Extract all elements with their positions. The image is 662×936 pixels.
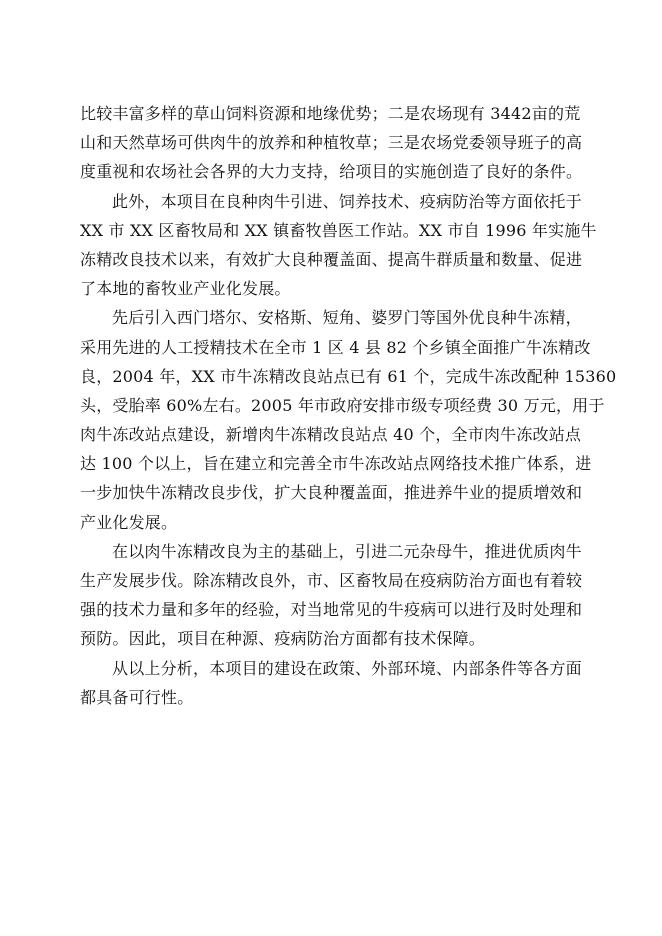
text-line: 强的技术力量和多年的经验，对当地常见的牛疫病可以进行及时处理和 — [80, 600, 583, 620]
text-line: 肉牛冻改站点建设，新增肉牛冻精改良站点 40 个，全市肉牛冻改站点 — [80, 425, 582, 445]
paragraph-start-line: 此外，本项目在良种肉牛引进、饲养技术、疫病防治等方面依托于 — [112, 191, 582, 211]
text-line: 良，2004 年，XX 市牛冻精改良站点已有 61 个，完成牛冻改配种 15360 — [80, 366, 617, 386]
text-line: 了本地的畜牧业产业化发展。 — [80, 279, 291, 299]
text-line: 产业化发展。 — [80, 512, 178, 532]
document-body — [80, 99, 617, 712]
text-line: 采用先进的人工授精技术在全市 1 区 4 县 82 个乡镇全面推广牛冻精改 — [80, 337, 591, 357]
text-line: 都具备可行性。 — [80, 687, 194, 707]
paragraph-start-line: 在以肉牛冻精改良为主的基础上，引进二元杂母牛，推进优质肉牛 — [112, 541, 582, 561]
text-line: 山和天然草场可供肉牛的放养和种植牧草；三是农场党委领导班子的高 — [80, 133, 583, 153]
paragraph-start-line: 从以上分析，本项目的建设在政策、外部环境、内部条件等各方面 — [112, 658, 582, 678]
text-line: XX 市 XX 区畜牧局和 XX 镇畜牧兽医工作站。XX 市自 1996 年实施牛 — [80, 220, 597, 240]
text-line: 冻精改良技术以来，有效扩大良种覆盖面、提高牛群质量和数量、促进 — [80, 249, 583, 269]
text-line: 一步加快牛冻精改良步伐，扩大良种覆盖面，推进养牛业的提质增效和 — [80, 483, 583, 503]
paragraph-start-line: 先后引入西门塔尔、安格斯、短角、婆罗门等国外优良种牛冻精， — [112, 308, 582, 328]
text-line: 生产发展步伐。除冻精改良外，市、区畜牧局在疫病防治方面也有着较 — [80, 571, 583, 590]
text-line: 度重视和农场社会各界的大力支持，给项目的实施创造了良好的条件。 — [80, 162, 583, 182]
text-line: 达 100 个以上，旨在建立和完善全市牛冻改站点网络技术推广体系，进 — [80, 454, 592, 474]
text-line: 头，受胎率 60%左右。2005 年市政府安排市级专项经费 30 万元，用于 — [80, 395, 605, 415]
text-line: 预防。因此，项目在种源、疫病防治方面都有技术保障。 — [80, 629, 486, 649]
text-line: 比较丰富多样的草山饲料资源和地缘优势；二是农场现有 3442亩的荒 — [80, 104, 581, 123]
